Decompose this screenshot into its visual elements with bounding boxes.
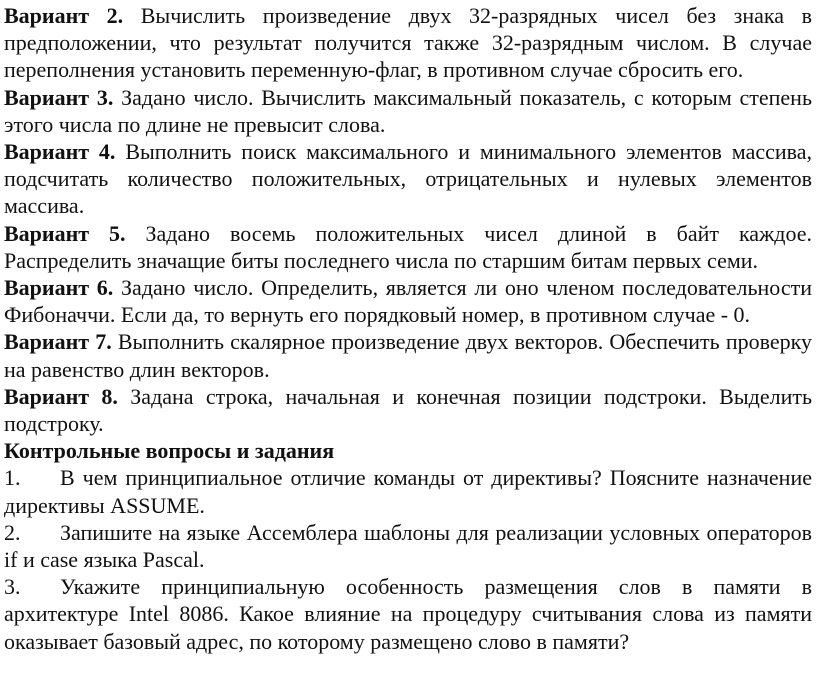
variant-label: Вариант 8. xyxy=(4,383,118,409)
question-text: Запишите на языке Ассемблера шаблоны для реализации условных операторов if и case языка Pascal. xyxy=(4,519,812,573)
variant-label: Вариант 5. xyxy=(4,220,126,246)
variant-label: Вариант 2. xyxy=(4,3,124,28)
variant-text: Задано восемь положительных чисел длиной в байт каждое. Распределить значащие биты последнего числа по старшим битам первых семи. xyxy=(4,220,812,273)
variant-8 xyxy=(4,383,812,437)
questions-heading: Контрольные вопросы и задания xyxy=(4,438,335,464)
question-1 xyxy=(4,464,812,518)
variant-7 xyxy=(4,328,812,382)
variant-label: Вариант 7. xyxy=(4,329,112,355)
variant-label: Вариант 4. xyxy=(4,139,116,165)
question-3 xyxy=(4,573,812,655)
variant-label: Вариант 6. xyxy=(4,275,114,301)
question-number: 2. xyxy=(4,519,21,545)
question-number: 3. xyxy=(4,574,21,600)
variant-5 xyxy=(4,220,812,274)
variant-text: Выполнить скалярное произведение двух векторов. Обеспечить проверку на равенство длин векторов. xyxy=(4,329,812,382)
question-number: 1. xyxy=(4,465,21,491)
question-2 xyxy=(4,519,812,573)
variant-6 xyxy=(4,274,812,328)
question-text: В чем принципиальное отличие команды от директивы? Поясните назначение директивы ASSUME. xyxy=(4,465,812,518)
variant-text: Задано число. Вычислить максимальный показатель, с которым степень этого числа по длине не превысит слова. xyxy=(4,84,812,137)
variant-label: Вариант 3. xyxy=(4,84,114,110)
variant-text: Задано число. Определить, является ли оно членом последовательности Фибоначчи. Если да, то вернуть его порядковый номер, в противном случае - 0. xyxy=(4,275,813,328)
variant-text: Задана строка, начальная и конечная позиции подстроки. Выделить подстроку. xyxy=(4,383,812,437)
variant-2 xyxy=(4,2,812,84)
question-text: Укажите принципиальную особенность размещения слов в памяти в архитектуре Intel 8086. Какое влияние на процедуру считывания слова из памяти оказывает базовый адрес, по которому размещено слово в памяти? xyxy=(4,574,812,654)
variant-3 xyxy=(4,84,812,138)
variant-text: Вычислить произведение двух 32-разрядных чисел без знака в предположении, что результат получится также 32-разрядным числом. В случае переполнения установить переменную-флаг, в противном случае сбросить его. xyxy=(4,3,812,83)
variant-text: Выполнить поиск максимального и минимального элементов массива, подсчитать количество положительных, отрицательных и нулевых элементов массива. xyxy=(4,139,812,219)
variant-4 xyxy=(4,138,812,220)
